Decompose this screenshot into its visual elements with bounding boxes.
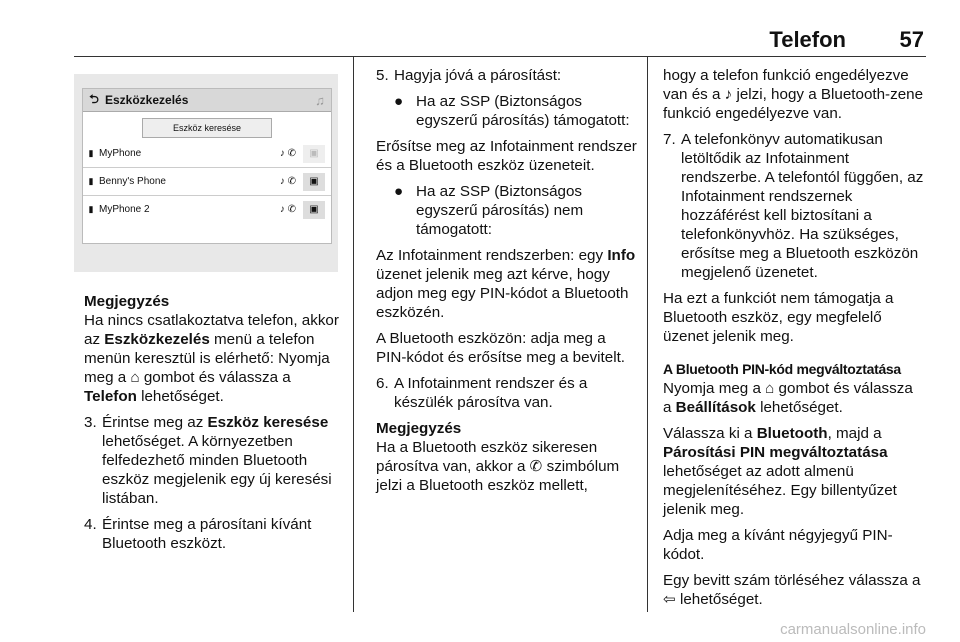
bullet-sub-paragraph: A Bluetooth eszközön: adja meg a PIN-kódot és erősítse meg a bevitelt. [376,330,626,366]
screen-illustration [74,74,338,272]
device-name: Benny's Phone [99,176,166,187]
paragraph: Válassza ki a Bluetooth, majd a Párosítási PIN megváltoztatása lehetőséget az adott almenü megjelenítéséhez. Egy billentyűzet jelenik meg. [663,425,897,518]
page-header [0,0,960,56]
note-paragraph: Ha a Bluetooth eszköz sikeresen párosítva van, akkor a ✆ szimbólum jelzi a Bluetooth eszköz mellett, [376,439,620,494]
list-item-3: 3. Érintse meg az Eszköz keresése lehetőséget. A környezetben felfedezhető minden Bluetooth eszköz megjelenik egy új keresési listában. [84,414,332,507]
music-note-icon: ♪ [724,86,733,103]
paragraph: Adja meg a kívánt négyjegyű PIN-kódot. [663,527,893,563]
column-divider-1 [353,56,354,612]
device-row[interactable] [83,168,331,196]
phone-device-icon: ▮ [88,204,94,214]
home-icon: ⌂ [765,380,775,397]
list-item-4: 4. Érintse meg a párosítani kívánt Bluetooth eszközt. [84,516,312,552]
lock-icon[interactable]: ▣ [303,145,325,163]
music-phone-icons: ♪ ✆ [279,148,297,159]
column-3 [663,66,925,616]
continued-paragraph: hogy a telefon funkció engedélyezve van és a ♪ jelzi, hogy a Bluetooth-zene funkció engedélyezve van. [663,67,924,122]
device-row[interactable] [83,196,331,223]
phone-icon: ✆ [529,458,543,475]
phone-device-icon: ▮ [88,176,94,186]
bullet-sub-paragraph: Erősítse meg az Infotainment rendszer és a Bluetooth eszköz üzeneteit. [376,138,637,174]
page-title: Telefon [769,27,846,52]
header-rule [74,56,926,57]
watermark: carmanualsonline.info [780,621,926,638]
column-2 [376,66,638,502]
music-phone-icons: ♪ ✆ [279,204,297,215]
note-title: Megjegyzés [84,293,170,310]
device-name: MyPhone [99,148,142,159]
list-sub-paragraph: Ha ezt a funkciót nem támogatja a Bluetooth eszköz, egy megfelelő üzenet jelenik meg. [663,290,894,345]
screen-title: Eszközkezelés [105,93,189,107]
search-device-button[interactable]: Eszköz keresése [142,118,272,138]
music-phone-icons: ♪ ✆ [279,176,297,187]
device-management-screen [82,88,332,244]
device-name: MyPhone 2 [99,204,150,215]
backspace-icon: ⇦ [663,591,676,608]
list-item-7: 7. A telefonkönyv automatikusan letöltődik az Infotainment rendszerbe. A telefontól függően, az Infotainment rendszernek hozzáférést kell biztosítani a telefonkönyvhöz. Ha szükséges, erősítse meg a Bluetooth eszközön megjelenő üzenetet. [663,131,924,281]
music-note-icon: ♫ [315,92,325,108]
bullet-item: ● Ha az SSP (Biztonságos egyszerű párosítás) támogatott: [394,93,630,129]
device-row[interactable] [83,140,331,168]
home-icon: ⌂ [130,369,140,386]
note-paragraph: Ha nincs csatlakoztatva telefon, akkor az Eszközkezelés menü a telefon menün keresztül is elérhető: Nyomja meg a ⌂ gombot és válassza a Telefon lehetőséget. [84,312,339,405]
page-number: 57 [899,27,924,52]
column-divider-2 [647,56,648,612]
back-arrow-icon[interactable]: ⮌ [89,91,99,106]
paragraph: Egy bevitt szám törléséhez válassza a ⇦ lehetőséget. [663,572,921,608]
bullet-item: ● Ha az SSP (Biztonságos egyszerű párosítás) nem támogatott: [394,183,584,238]
list-item-6: 6. A Infotainment rendszer és a készülék párosítva van. [376,375,588,411]
bullet-sub-paragraph: Az Infotainment rendszerben: egy Info üzenet jelenik meg azt kérve, hogy adjon meg egy PIN-kódot a Bluetooth eszközén. [376,247,636,321]
list-item-5: 5. Hagyja jóvá a párosítást: [376,67,562,84]
note-title: Megjegyzés [376,420,462,437]
lock-icon[interactable]: ▣ [303,173,325,191]
paragraph: Nyomja meg a ⌂ gombot és válassza a Beállítások lehetőséget. [663,380,913,416]
lock-icon[interactable]: ▣ [303,201,325,219]
column-1 [84,292,346,553]
screen-title-bar [83,89,331,112]
phone-device-icon: ▮ [88,148,94,158]
section-heading: A Bluetooth PIN-kód megváltoztatása [663,361,901,377]
